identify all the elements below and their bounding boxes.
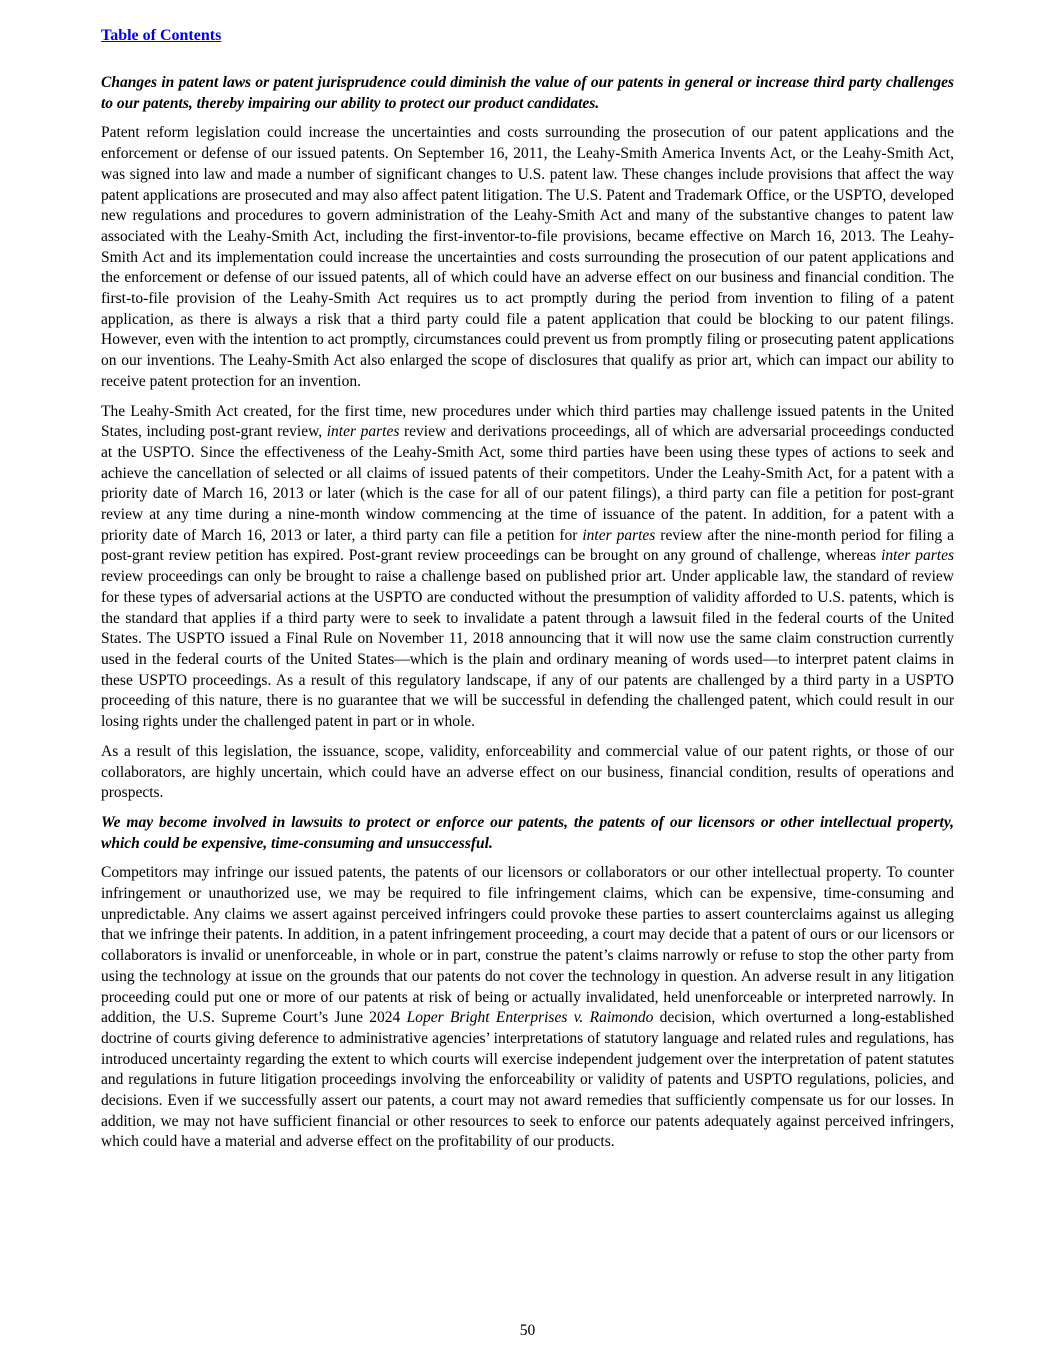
italic-term: inter partes [881, 547, 954, 565]
paragraph-post-grant-review: The Leahy-Smith Act created, for the first time, new procedures under which third parties may challenge issued patents in the United States, including post-grant review, inter partes review and derivations proceedings, all of which are adversarial proceedings conducted at the USPTO. Since the effectiveness of the Leahy-Smith Act, some third parties have been using these types of actions to seek and achieve the cancellation of selected or all claims of issued patents of their competitors. Under the Leahy-Smith Act, for a patent with a priority date of March 16, 2013 or later (which is the case for all of our patent filings), a third party can file a petition for post-grant review at any time during a nine-month window commencing at the time of issuance of the patent. In addition, for a patent with a priority date of March 16, 2013 or later, a third party can file a petition for inter partes review after the nine-month period for filing a post-grant review petition has expired. Post-grant review proceedings can be brought on any ground of challenge, whereas inter partes review proceedings can only be brought to raise a challenge based on published prior art. Under applicable law, the standard of review for these types of adversarial actions at the USPTO are conducted without the presumption of validity afforded to U.S. patents, which is the standard that applies if a third party were to seek to invalidate a patent through a lawsuit filed in the federal courts of the United States. The USPTO issued a Final Rule on November 11, 2018 announcing that it will now use the same claim construction currently used in the federal courts of the United States—which is the plain and ordinary meaning of words used—to interpret patent claims in these USPTO proceedings. As a result of this regulatory landscape, if any of our patents are challenged by a third party in a USPTO proceeding of this nature, there is no guarantee that we will be successful in defending the challenged patent, which could result in our losing rights under the challenged patent in part or in whole. [101, 402, 954, 731]
section-heading-lawsuits: We may become involved in lawsuits to protect or enforce our patents, the patents of our licensors or other intellectual property, which could be expensive, time-consuming and unsuccessful. [101, 813, 954, 852]
paragraph-competitors-infringe: Competitors may infringe our issued patents, the patents of our licensors or collaborators or our other intellectual property. To counter infringement or unauthorized use, we may be required to file infringement claims, which can be expensive, time-consuming and unpredictable. Any claims we assert against perceived infringers could provoke these parties to assert counterclaims against us alleging that we infringe their patents. In addition, in a patent infringement proceeding, a court may decide that a patent of ours or our licensors or collaborators is invalid or unenforceable, in whole or in part, construe the patent’s claims narrowly or refuse to stop the other party from using the technology at issue on the grounds that our patents do not cover the technology in question. An adverse result in any litigation proceeding could put one or more of our patents at risk of being or actually invalidated, held unenforceable or interpreted narrowly. In addition, the U.S. Supreme Court’s June 2024 Loper Bright Enterprises v. Raimondo decision, which overturned a long-established doctrine of courts giving deference to administrative agencies’ interpretations of statutory language and related rules and regulations, has introduced uncertainty regarding the extent to which courts will exercise independent judgement over the interpretation of patent statutes and regulations in future litigation proceedings involving the enforceability or validity of patents and USPTO regulations, policies, and decisions. Even if we successfully assert our patents, a court may not award remedies that sufficiently compensate us for our losses. In addition, we may not have sufficient financial or other resources to seek to enforce our patents adequately against perceived infringers, which could have a material and adverse effect on the profitability of our products. [101, 864, 955, 1151]
paragraph-legislation-uncertainty: As a result of this legislation, the issuance, scope, validity, enforceability and commercial value of our patent rights, or those of our collaborators, are highly uncertain, which could have an adverse effect on our business, financial condition, results of operations and prospects. [101, 742, 954, 802]
italic-term: inter partes [582, 526, 656, 544]
italic-term: Loper Bright Enterprises v. Raimondo [406, 1009, 654, 1027]
paragraph-patent-reform: Patent reform legislation could increase the uncertainties and costs surrounding the prosecution of our patent applications and the enforcement or defense of our issued patents. On September 16, 2011, the Leahy-Smith America Invents Act, or the Leahy-Smith Act, was signed into law and made a number of significant changes to U.S. patent law. These changes include provisions that affect the way patent applications are prosecuted and may also affect patent litigation. The U.S. Patent and Trademark Office, or the USPTO, developed new regulations and procedures to govern administration of the Leahy-Smith Act and many of the substantive changes to patent law associated with the Leahy-Smith Act, including the first-inventor-to-file provisions, became effective on March 16, 2013. The Leahy-Smith Act and its implementation could increase the uncertainties and costs surrounding the prosecution of our patent applications and the enforcement or defense of our issued patents, all of which could have an adverse effect on our business and financial condition. The first-to-file provision of the Leahy-Smith Act requires us to act promptly during the period from invention to filing of a patent application, as there is always a risk that a third party could file a patent application that could be blocking to our patent filings. However, even with the intention to act promptly, circumstances could prevent us from promptly filing or prosecuting patent applications on our inventions. The Leahy-Smith Act also enlarged the scope of disclosures that qualify as prior art, which can impact our ability to receive patent protection for an invention. [101, 124, 954, 390]
document-content [101, 73, 954, 1162]
italic-term: inter partes [326, 423, 400, 441]
page-number: 50 [519, 1322, 536, 1339]
section-heading-patent-law-changes: Changes in patent laws or patent jurisprudence could diminish the value of our patents in general or increase third party challenges to our patents, thereby impairing our ability to protect our product candidates. [101, 74, 954, 112]
table-of-contents-link[interactable]: Table of Contents [101, 27, 222, 44]
